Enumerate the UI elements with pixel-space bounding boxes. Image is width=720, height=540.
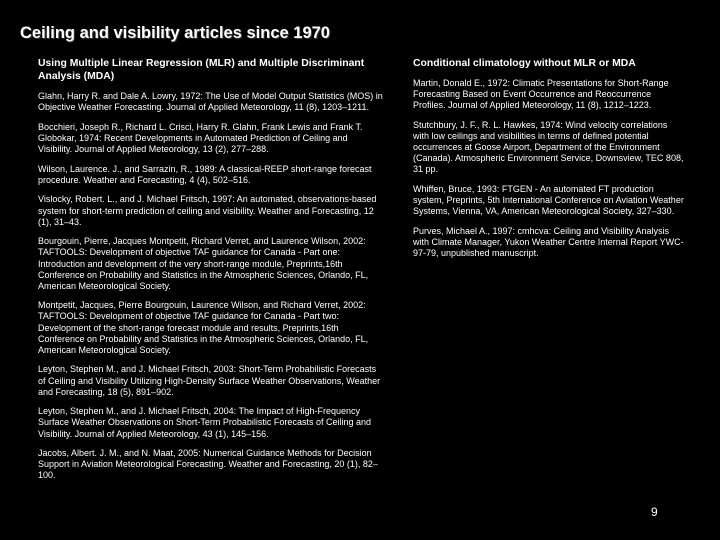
left-column-heading: Using Multiple Linear Regression (MLR) and Multiple Discriminant Analysis (MDA) (38, 58, 365, 82)
reference-item: Leyton, Stephen M., and J. Michael Fritsch, 2004: The Impact of High-Frequency Surface Weather Observations on Short-Term Probabilistic Forecasts of Ceiling and Visibility. Journal of Applied Meteorology, 43 (1), 145–156. (38, 406, 371, 439)
reference-item: Leyton, Stephen M., and J. Michael Fritsch, 2003: Short-Term Probabilistic Forecasts of Ceiling and Visibility Utilizing High-Density Surface Weather Observations, Weather and Forecasting, 18 (5), 891–902. (38, 364, 381, 397)
slide-title: Ceiling and visibility articles since 1970 (20, 24, 330, 42)
reference-item: Glahn, Harry R. and Dale A. Lowry, 1972: The Use of Model Output Statistics (MOS) in Objective Weather Forecasting. Journal of Applied Meteorology, 11 (8), 1203–1211. (38, 91, 383, 113)
reference-item: Bourgouin, Pierre, Jacques Montpetit, Richard Verret, and Laurence Wilson, 2002: TAFTOOLS: Development of objective TAF guidance for Canada - Part one: Introduction and development of the very short-range module, Preprints,16th Conference on Probability and Statistics in the Atmospheric Sciences, Orlando, FL, American Meteorological Society. (38, 236, 369, 291)
reference-item: Bocchieri, Joseph R., Richard L. Crisci, Harry R. Glahn, Frank Lewis and Frank T. Globokar, 1974: Recent Developments in Automated Prediction of Ceiling and Visibility. Journal of Applied Meteorology, 13 (2), 277–288. (38, 121, 363, 154)
reference-item: Purves, Michael A., 1997: cmhcva: Ceiling and Visibility Analysis with Climate Manager, Yukon Weather Centre Internal Report YWC-97-79, unpublished manuscript. (413, 225, 684, 258)
reference-item: Whiffen, Bruce, 1993: FTGEN - An automated FT production system, Preprints, 5th International Conference on Aviation Weather Systems, Vienna, VA, American Meteorological Society, 327–330. (413, 183, 684, 217)
right-column (413, 57, 685, 268)
reference-item: Martin, Donald E., 1972: Climatic Presentations for Short-Range Forecasting Based on Event Occurrence and Reoccurrence Profiles. Journal of Applied Meteorology, 11 (8), 1212–1223. (413, 78, 669, 111)
right-column-heading: Conditional climatology without MLR or MDA (413, 58, 636, 69)
reference-item: Jacobs, Albert. J. M., and N. Maat, 2005: Numerical Guidance Methods for Decision Support in Aviation Meteorological Forecasting. Weather and Forecasting, 20 (1), 82–100. (38, 448, 378, 481)
left-column (38, 57, 383, 490)
reference-item: Stutchbury, J. F., R. L. Hawkes, 1974: Wind velocity correlations with low ceilings and visibilities in terms of defined potential occurrences at Goose Airport, Department of the Environment (Canada). Atmospheric Environment Service, Downsview, TEC 808, 31 pp. (413, 119, 684, 175)
reference-item: Montpetit, Jacques, Pierre Bourgouin, Laurence Wilson, and Richard Verret, 2002: TAFTOOLS: Development of objective TAF guidance for Canada - Part two: Development of the short-range forecast module and results, Preprints,16th Conference on Probability and Statistics in the Atmospheric Sciences, Orlando, FL, American Meteorological Society. (38, 300, 369, 355)
reference-item: Vislocky, Robert. L., and J. Michael Fritsch, 1997: An automated, observations-based system for short-term prediction of ceiling and visibility. Weather and Forecasting, 12 (1), 31–43. (38, 194, 377, 227)
page-number: 9 (651, 505, 658, 519)
reference-item: Wilson, Laurence. J., and Sarrazin, R., 1989: A classical-REEP short-range forecast procedure. Weather and Forecasting, 4 (4), 502–516. (38, 163, 372, 185)
